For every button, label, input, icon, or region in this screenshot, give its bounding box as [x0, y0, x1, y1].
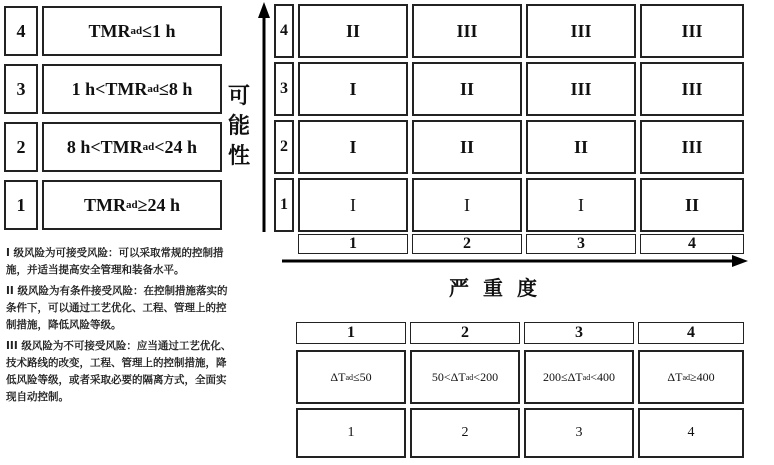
severity-table: [296, 322, 744, 460]
probability-levels: [4, 6, 224, 232]
severity-level-value: 1: [296, 408, 406, 458]
dt-sub: ad: [682, 372, 690, 382]
tmr-pre: 1 h<TMR: [71, 78, 148, 99]
risk-note-level-3: III 级风险为不可接受风险：应当通过工艺优化、技术路线的改变，工程、管理上的控制措施，降低风险等级，或者采取必要的隔离方式，全面实现自动控制。: [6, 340, 232, 403]
dt-sub: ad: [582, 372, 591, 382]
tmr-post: ≤1 h: [142, 20, 176, 41]
matrix-cell: I: [412, 178, 522, 232]
possibility-axis-text: 可能性: [228, 84, 251, 169]
matrix-cell: III: [640, 62, 744, 116]
matrix-col-num: 4: [640, 234, 744, 254]
tmr-sub: ad: [142, 141, 155, 153]
prob-level-num: 3: [4, 64, 38, 114]
matrix-cell: II: [412, 62, 522, 116]
matrix-col-num: 2: [412, 234, 522, 254]
matrix-cell: I: [298, 120, 408, 174]
severity-level-value: 4: [638, 408, 744, 458]
dt-sub: ad: [465, 372, 474, 382]
severity-criterion: [638, 350, 744, 404]
matrix-cell: I: [298, 62, 408, 116]
dt-pre: ΔT: [330, 369, 346, 384]
severity-table-header: 3: [524, 322, 634, 344]
severity-level-value: 2: [410, 408, 520, 458]
prob-level-num: 1: [4, 180, 38, 230]
risk-matrix: [274, 4, 744, 254]
matrix-col-num: 1: [298, 234, 408, 254]
risk-note-level-1: I 级风险为可接受风险：可以采取常规的控制措施，并适当提高安全管理和装备水平。: [6, 247, 224, 276]
tmr-pre: 8 h<TMR: [66, 136, 143, 157]
prob-level-label: [42, 180, 222, 230]
prob-level-label: [42, 122, 222, 172]
prob-level-label: [42, 64, 222, 114]
matrix-row-num: 1: [274, 178, 294, 232]
severity-table-header: 4: [638, 322, 744, 344]
severity-criterion: [410, 350, 520, 404]
matrix-col-num: 3: [526, 234, 636, 254]
risk-notes: [6, 245, 234, 406]
matrix-cell: II: [640, 178, 744, 232]
tmr-pre: TMR: [83, 194, 126, 215]
tmr-post: ≥24 h: [137, 194, 180, 215]
matrix-cell: II: [298, 4, 408, 58]
dt-pre: 50<ΔT: [431, 369, 466, 384]
dt-sub: ad: [345, 372, 353, 382]
tmr-post: ≤8 h: [159, 78, 193, 99]
severity-axis-arrow: [280, 252, 750, 270]
dt-post: ≥400: [690, 369, 715, 384]
matrix-cell: III: [526, 62, 636, 116]
matrix-row-num: 2: [274, 120, 294, 174]
matrix-cell: III: [640, 4, 744, 58]
severity-level-value: 3: [524, 408, 634, 458]
matrix-cell: I: [526, 178, 636, 232]
matrix-cell: III: [412, 4, 522, 58]
prob-level-label: [42, 6, 222, 56]
matrix-row-num: 4: [274, 4, 294, 58]
prob-level-num: 4: [4, 6, 38, 56]
dt-pre: 200≤ΔT: [543, 369, 583, 384]
matrix-cell: III: [640, 120, 744, 174]
severity-axis-label: 严重度: [449, 276, 551, 300]
severity-table-header: 2: [410, 322, 520, 344]
matrix-cell: III: [526, 4, 636, 58]
matrix-cell: II: [412, 120, 522, 174]
tmr-post: <24 h: [154, 136, 198, 157]
severity-criterion: [524, 350, 634, 404]
severity-criterion: [296, 350, 406, 404]
tmr-sub: ad: [147, 83, 159, 95]
severity-table-header: 1: [296, 322, 406, 344]
dt-post: ≤50: [353, 369, 372, 384]
matrix-cell: I: [298, 178, 408, 232]
dt-pre: ΔT: [667, 369, 683, 384]
possibility-axis-label: [226, 82, 252, 172]
tmr-sub: ad: [130, 25, 143, 37]
prob-level-num: 2: [4, 122, 38, 172]
possibility-axis-arrow: [254, 0, 274, 240]
tmr-sub: ad: [125, 199, 138, 211]
dt-post: <200: [473, 369, 499, 384]
matrix-cell: II: [526, 120, 636, 174]
tmr-pre: TMR: [88, 20, 131, 41]
risk-note-level-2: II 级风险为有条件接受风险：在控制措施落实的条件下，可以通过工艺优化、工程、管理上的控制措施，降低风险等级。: [6, 285, 228, 331]
matrix-row-num: 3: [274, 62, 294, 116]
dt-post: <400: [590, 369, 615, 384]
